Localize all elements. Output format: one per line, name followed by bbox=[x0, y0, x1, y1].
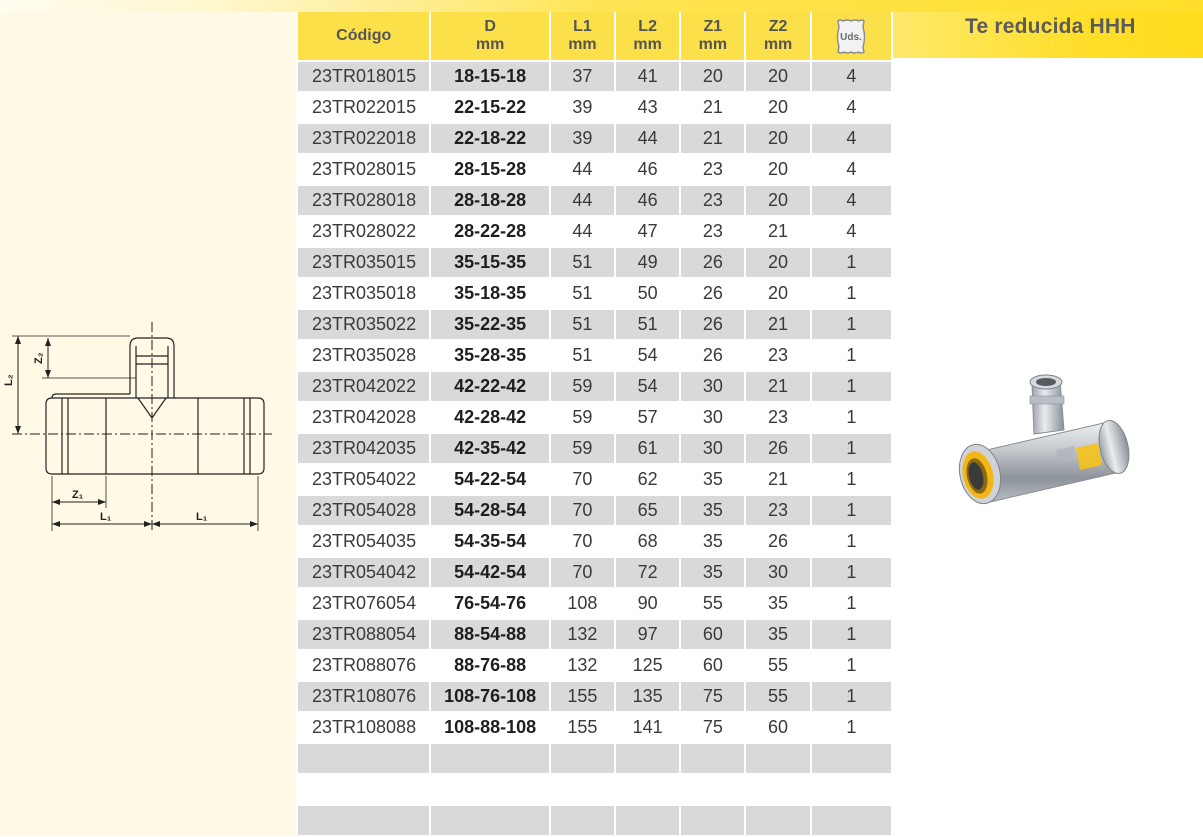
svg-text:Uds.: Uds. bbox=[840, 32, 863, 43]
cell-l2: 43 bbox=[616, 93, 679, 124]
cell-d: 76-54-76 bbox=[431, 589, 548, 620]
cell-z1: 26 bbox=[681, 279, 744, 310]
cell-z1: 75 bbox=[681, 682, 744, 713]
cell-l1: 59 bbox=[551, 372, 614, 403]
cell-z1: 23 bbox=[681, 155, 744, 186]
table-row bbox=[298, 682, 891, 713]
spec-table bbox=[296, 12, 893, 837]
cell-l1: 44 bbox=[551, 217, 614, 248]
cell-uds: 1 bbox=[812, 434, 891, 465]
cell-l1: 155 bbox=[551, 713, 614, 744]
cell-uds: 4 bbox=[812, 124, 891, 155]
cell-codigo: 23TR042035 bbox=[298, 434, 429, 465]
table-row bbox=[298, 186, 891, 217]
cell-codigo: 23TR054028 bbox=[298, 496, 429, 527]
cell-d bbox=[431, 744, 548, 775]
cell-z1: 55 bbox=[681, 589, 744, 620]
cell-codigo: 23TR028022 bbox=[298, 217, 429, 248]
cell-l1: 51 bbox=[551, 279, 614, 310]
cell-z2: 55 bbox=[746, 682, 809, 713]
diagram-label-l1-right: L₁ bbox=[196, 511, 208, 523]
cell-z1: 75 bbox=[681, 713, 744, 744]
table-row bbox=[298, 589, 891, 620]
cell-codigo: 23TR035015 bbox=[298, 248, 429, 279]
cell-d: 108-88-108 bbox=[431, 713, 548, 744]
cell-l2: 51 bbox=[616, 310, 679, 341]
cell-d: 42-28-42 bbox=[431, 403, 548, 434]
cell-d bbox=[431, 775, 548, 806]
cell-z1: 35 bbox=[681, 527, 744, 558]
cell-uds: 1 bbox=[812, 465, 891, 496]
cell-z1: 35 bbox=[681, 465, 744, 496]
cell-l1: 70 bbox=[551, 527, 614, 558]
cell-z2: 21 bbox=[746, 310, 809, 341]
cell-uds: 4 bbox=[812, 186, 891, 217]
cell-d: 28-22-28 bbox=[431, 217, 548, 248]
cell-l1: 70 bbox=[551, 496, 614, 527]
cell-l2: 90 bbox=[616, 589, 679, 620]
cell-uds bbox=[812, 806, 891, 837]
cell-uds: 1 bbox=[812, 341, 891, 372]
cell-codigo: 23TR035018 bbox=[298, 279, 429, 310]
cell-codigo: 23TR035028 bbox=[298, 341, 429, 372]
cell-d: 28-18-28 bbox=[431, 186, 548, 217]
cell-uds: 1 bbox=[812, 651, 891, 682]
table-row bbox=[298, 713, 891, 744]
cell-l1: 51 bbox=[551, 248, 614, 279]
cell-z2: 20 bbox=[746, 93, 809, 124]
cell-l2: 54 bbox=[616, 372, 679, 403]
header-d: D mm bbox=[431, 12, 548, 62]
cell-z1: 26 bbox=[681, 310, 744, 341]
cell-l2: 72 bbox=[616, 558, 679, 589]
header-codigo: Código bbox=[298, 12, 429, 62]
table-row bbox=[298, 527, 891, 558]
cell-uds: 1 bbox=[812, 248, 891, 279]
cell-l1: 39 bbox=[551, 124, 614, 155]
cell-codigo bbox=[298, 806, 429, 837]
cell-uds bbox=[812, 775, 891, 806]
cell-l2: 62 bbox=[616, 465, 679, 496]
cell-d bbox=[431, 806, 548, 837]
table-row bbox=[298, 651, 891, 682]
top-accent-strip bbox=[0, 0, 1203, 12]
cell-z2: 21 bbox=[746, 217, 809, 248]
header-z2: Z2 mm bbox=[746, 12, 809, 62]
cell-codigo: 23TR054042 bbox=[298, 558, 429, 589]
cell-z2: 26 bbox=[746, 434, 809, 465]
cell-d: 54-42-54 bbox=[431, 558, 548, 589]
cell-codigo: 23TR018015 bbox=[298, 62, 429, 93]
cell-z1: 26 bbox=[681, 248, 744, 279]
cell-z1 bbox=[681, 744, 744, 775]
cell-z1: 35 bbox=[681, 496, 744, 527]
table-row bbox=[298, 93, 891, 124]
cell-uds: 1 bbox=[812, 403, 891, 434]
cell-z1: 21 bbox=[681, 124, 744, 155]
cell-d: 35-28-35 bbox=[431, 341, 548, 372]
cell-uds: 1 bbox=[812, 372, 891, 403]
cell-uds bbox=[812, 744, 891, 775]
cell-l2: 54 bbox=[616, 341, 679, 372]
table-row bbox=[298, 248, 891, 279]
table-header-row bbox=[298, 12, 891, 62]
cell-z2: 55 bbox=[746, 651, 809, 682]
reducing-tee-fitting-photo bbox=[948, 362, 1136, 522]
diagram-label-l1-left: L₁ bbox=[100, 511, 112, 523]
cell-z2: 23 bbox=[746, 341, 809, 372]
table-row bbox=[298, 465, 891, 496]
cell-codigo: 23TR035022 bbox=[298, 310, 429, 341]
cell-l2: 65 bbox=[616, 496, 679, 527]
cell-codigo: 23TR088076 bbox=[298, 651, 429, 682]
table-row bbox=[298, 372, 891, 403]
cell-d: 35-22-35 bbox=[431, 310, 548, 341]
cell-z2: 20 bbox=[746, 186, 809, 217]
cell-d: 18-15-18 bbox=[431, 62, 548, 93]
cell-z1 bbox=[681, 806, 744, 837]
table-row bbox=[298, 620, 891, 651]
cell-z1: 30 bbox=[681, 403, 744, 434]
cell-l1: 37 bbox=[551, 62, 614, 93]
cell-z2: 20 bbox=[746, 155, 809, 186]
cell-z2: 23 bbox=[746, 496, 809, 527]
cell-codigo: 23TR028018 bbox=[298, 186, 429, 217]
table-row bbox=[298, 558, 891, 589]
cell-codigo: 23TR108088 bbox=[298, 713, 429, 744]
cell-l1: 51 bbox=[551, 341, 614, 372]
header-uds bbox=[812, 12, 891, 62]
cell-z2: 21 bbox=[746, 372, 809, 403]
cell-d: 35-18-35 bbox=[431, 279, 548, 310]
cell-uds: 1 bbox=[812, 682, 891, 713]
table-row bbox=[298, 403, 891, 434]
cell-z2: 35 bbox=[746, 589, 809, 620]
cell-z1: 26 bbox=[681, 341, 744, 372]
cell-d: 22-15-22 bbox=[431, 93, 548, 124]
cell-codigo bbox=[298, 775, 429, 806]
cell-codigo: 23TR022015 bbox=[298, 93, 429, 124]
cell-z1: 60 bbox=[681, 651, 744, 682]
cell-z2: 20 bbox=[746, 124, 809, 155]
cell-codigo: 23TR054022 bbox=[298, 465, 429, 496]
tee-fitting-diagram bbox=[0, 316, 290, 536]
cell-z2: 21 bbox=[746, 465, 809, 496]
cell-z2: 60 bbox=[746, 713, 809, 744]
table-row bbox=[298, 775, 891, 806]
cell-z2 bbox=[746, 744, 809, 775]
cell-l1: 70 bbox=[551, 465, 614, 496]
table-row bbox=[298, 310, 891, 341]
cell-d: 22-18-22 bbox=[431, 124, 548, 155]
cell-uds: 4 bbox=[812, 62, 891, 93]
cell-z1: 21 bbox=[681, 93, 744, 124]
cell-codigo: 23TR042022 bbox=[298, 372, 429, 403]
header-z1: Z1 mm bbox=[681, 12, 744, 62]
table-row bbox=[298, 744, 891, 775]
cell-codigo: 23TR108076 bbox=[298, 682, 429, 713]
cell-l1: 44 bbox=[551, 155, 614, 186]
cell-z2: 20 bbox=[746, 279, 809, 310]
cell-l2: 46 bbox=[616, 155, 679, 186]
cell-l2: 125 bbox=[616, 651, 679, 682]
table-row bbox=[298, 124, 891, 155]
cell-l2: 135 bbox=[616, 682, 679, 713]
cell-l1 bbox=[551, 775, 614, 806]
table-body bbox=[298, 62, 891, 837]
cell-uds: 1 bbox=[812, 279, 891, 310]
cell-l2: 97 bbox=[616, 620, 679, 651]
cell-l2: 141 bbox=[616, 713, 679, 744]
cell-l2: 46 bbox=[616, 186, 679, 217]
cell-l1: 59 bbox=[551, 403, 614, 434]
cell-l1 bbox=[551, 806, 614, 837]
cell-z2 bbox=[746, 806, 809, 837]
cell-codigo: 23TR076054 bbox=[298, 589, 429, 620]
cell-d: 54-35-54 bbox=[431, 527, 548, 558]
cell-d: 108-76-108 bbox=[431, 682, 548, 713]
cell-uds: 1 bbox=[812, 589, 891, 620]
diagram-label-z1: Z₁ bbox=[72, 489, 84, 501]
cell-l1: 132 bbox=[551, 620, 614, 651]
cell-l2 bbox=[616, 775, 679, 806]
cell-l2 bbox=[616, 806, 679, 837]
table-row bbox=[298, 62, 891, 93]
cell-uds: 1 bbox=[812, 620, 891, 651]
table-row bbox=[298, 341, 891, 372]
header-l1: L1 mm bbox=[551, 12, 614, 62]
title-band bbox=[893, 12, 1203, 58]
cell-d: 42-35-42 bbox=[431, 434, 548, 465]
cell-z2: 20 bbox=[746, 248, 809, 279]
cell-l2: 50 bbox=[616, 279, 679, 310]
product-title: Te reducida HHH bbox=[965, 15, 1136, 38]
cell-l2: 57 bbox=[616, 403, 679, 434]
cell-z2: 26 bbox=[746, 527, 809, 558]
cell-z1: 23 bbox=[681, 186, 744, 217]
cell-d: 88-76-88 bbox=[431, 651, 548, 682]
cell-z1: 30 bbox=[681, 434, 744, 465]
cell-l1: 108 bbox=[551, 589, 614, 620]
cell-uds: 4 bbox=[812, 93, 891, 124]
cell-l1: 155 bbox=[551, 682, 614, 713]
cell-codigo: 23TR028015 bbox=[298, 155, 429, 186]
cell-l1: 51 bbox=[551, 310, 614, 341]
cell-l1: 132 bbox=[551, 651, 614, 682]
table-row bbox=[298, 279, 891, 310]
cell-codigo: 23TR054035 bbox=[298, 527, 429, 558]
table-row bbox=[298, 806, 891, 837]
cell-l1: 44 bbox=[551, 186, 614, 217]
cell-l1: 59 bbox=[551, 434, 614, 465]
cell-z2 bbox=[746, 775, 809, 806]
diagram-label-z2: Z₂ bbox=[33, 352, 45, 364]
cell-z1: 30 bbox=[681, 372, 744, 403]
cell-d: 88-54-88 bbox=[431, 620, 548, 651]
cell-l2 bbox=[616, 744, 679, 775]
cell-codigo: 23TR088054 bbox=[298, 620, 429, 651]
cell-d: 35-15-35 bbox=[431, 248, 548, 279]
cell-codigo: 23TR042028 bbox=[298, 403, 429, 434]
cell-codigo bbox=[298, 744, 429, 775]
cell-l1: 39 bbox=[551, 93, 614, 124]
cell-z1 bbox=[681, 775, 744, 806]
cell-uds: 4 bbox=[812, 155, 891, 186]
cell-l2: 61 bbox=[616, 434, 679, 465]
cell-l2: 49 bbox=[616, 248, 679, 279]
cell-l1 bbox=[551, 744, 614, 775]
cell-uds: 1 bbox=[812, 496, 891, 527]
cell-d: 54-22-54 bbox=[431, 465, 548, 496]
table-row bbox=[298, 217, 891, 248]
cell-codigo: 23TR022018 bbox=[298, 124, 429, 155]
cell-uds: 1 bbox=[812, 527, 891, 558]
cell-z1: 23 bbox=[681, 217, 744, 248]
cell-z1: 20 bbox=[681, 62, 744, 93]
cell-z1: 35 bbox=[681, 558, 744, 589]
cell-d: 28-15-28 bbox=[431, 155, 548, 186]
cell-l2: 41 bbox=[616, 62, 679, 93]
cell-z2: 35 bbox=[746, 620, 809, 651]
cell-l2: 47 bbox=[616, 217, 679, 248]
cell-l1: 70 bbox=[551, 558, 614, 589]
table-row bbox=[298, 155, 891, 186]
cell-z2: 30 bbox=[746, 558, 809, 589]
cell-z2: 23 bbox=[746, 403, 809, 434]
cell-uds: 1 bbox=[812, 310, 891, 341]
cell-z1: 60 bbox=[681, 620, 744, 651]
cell-uds: 1 bbox=[812, 713, 891, 744]
package-bag-icon bbox=[833, 17, 869, 55]
header-l2: L2 mm bbox=[616, 12, 679, 62]
cell-uds: 4 bbox=[812, 217, 891, 248]
diagram-label-l2: L₂ bbox=[3, 374, 15, 386]
cell-z2: 20 bbox=[746, 62, 809, 93]
cell-d: 42-22-42 bbox=[431, 372, 548, 403]
cell-l2: 68 bbox=[616, 527, 679, 558]
cell-d: 54-28-54 bbox=[431, 496, 548, 527]
table-row bbox=[298, 434, 891, 465]
cell-uds: 1 bbox=[812, 558, 891, 589]
cell-l2: 44 bbox=[616, 124, 679, 155]
table-row bbox=[298, 496, 891, 527]
